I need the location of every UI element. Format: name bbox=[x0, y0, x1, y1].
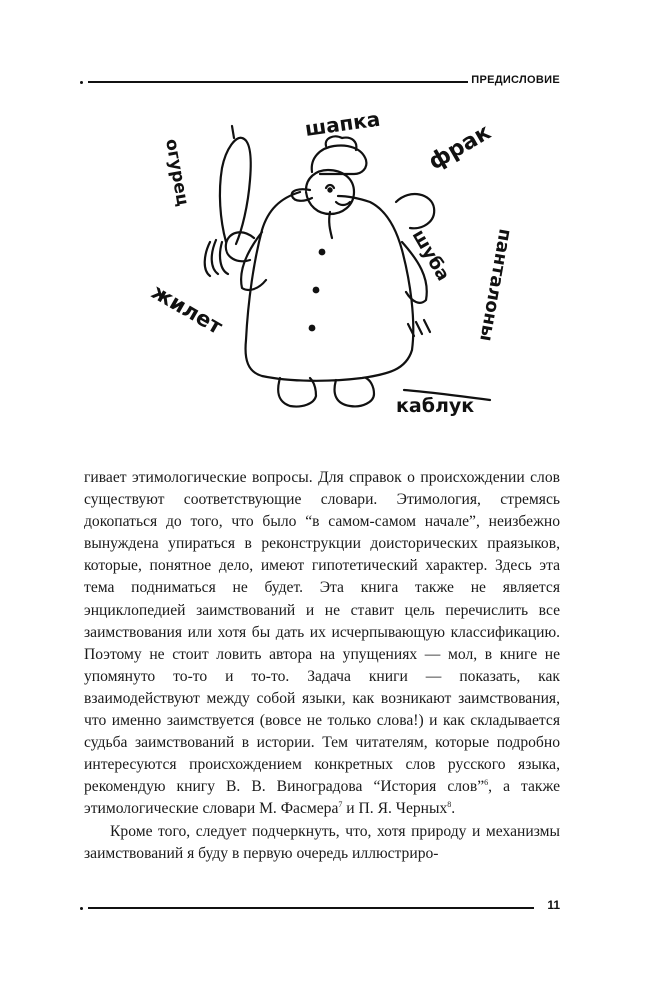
running-footer bbox=[80, 896, 560, 916]
word-shuba: шуба bbox=[407, 226, 454, 285]
header-rule bbox=[88, 81, 468, 83]
illustration bbox=[130, 110, 540, 440]
footer-rule bbox=[88, 907, 534, 909]
word-frak: фрак bbox=[424, 119, 496, 176]
header-dot bbox=[80, 81, 83, 84]
paragraph: Кроме того, следует подчеркнуть, что, хотя природу и механизмы заимствований я буду в первую очередь иллюстриро- bbox=[84, 822, 560, 862]
word-shapka: шапка bbox=[303, 110, 382, 141]
footer-dot bbox=[80, 907, 83, 910]
hat bbox=[312, 146, 367, 174]
sausage bbox=[220, 138, 251, 244]
word-pantalony: панталоны bbox=[475, 227, 516, 343]
header-title: ПРЕДИСЛОВИЕ bbox=[471, 74, 560, 86]
body-text bbox=[84, 467, 560, 865]
running-header bbox=[80, 70, 560, 90]
footnote-ref[interactable]: 7 bbox=[338, 800, 343, 810]
word-ogurets: огурец bbox=[161, 137, 193, 208]
page-number: 11 bbox=[547, 898, 560, 912]
coat-button bbox=[309, 325, 316, 332]
word-zhilet: жилет bbox=[147, 279, 227, 340]
footnote-ref[interactable]: 8 bbox=[447, 800, 452, 810]
illustration-drawing bbox=[130, 110, 540, 440]
footnote-ref[interactable]: 6 bbox=[484, 778, 489, 788]
nose bbox=[292, 189, 312, 201]
word-kabluk: каблук bbox=[396, 395, 475, 417]
coat-button bbox=[319, 249, 326, 256]
paragraph: гивает этимологические вопросы. Для справок о происхождении слов существуют соответствующие словари. Этимология, стремясь докопаться до того, что было “в самом-самом начале”, неизбежно вынуждена упираться в реконструкции доисторических праязыков, которые, понятное дело, имеют гипотетический характер. Здесь эта тема подниматься не будет. Эта книга также не является энциклопедией заимствований и не ставит цель перечислить все заимствования или хотя бы дать их исчерпывающую классификацию. Поэтому не стоит ловить автора на упущениях — мол, в книге не упомянуто то-то и то-то. Задача книги — показать, как взаимодействуют между собой языки, как возникают заимствования, что именно заимствуется (вовсе не только слова!) и как складывается судьба заимствований в истории. Тем читателям, которые подробно интересуются происхождением конкретных слов русского языка, рекомендую книгу В. В. Виноградова “История слов”$^6$, а также этимологические словари М. Фасмера$^7$ и П. Я. Черных$^8$. bbox=[84, 469, 560, 818]
coat-button bbox=[313, 287, 320, 294]
